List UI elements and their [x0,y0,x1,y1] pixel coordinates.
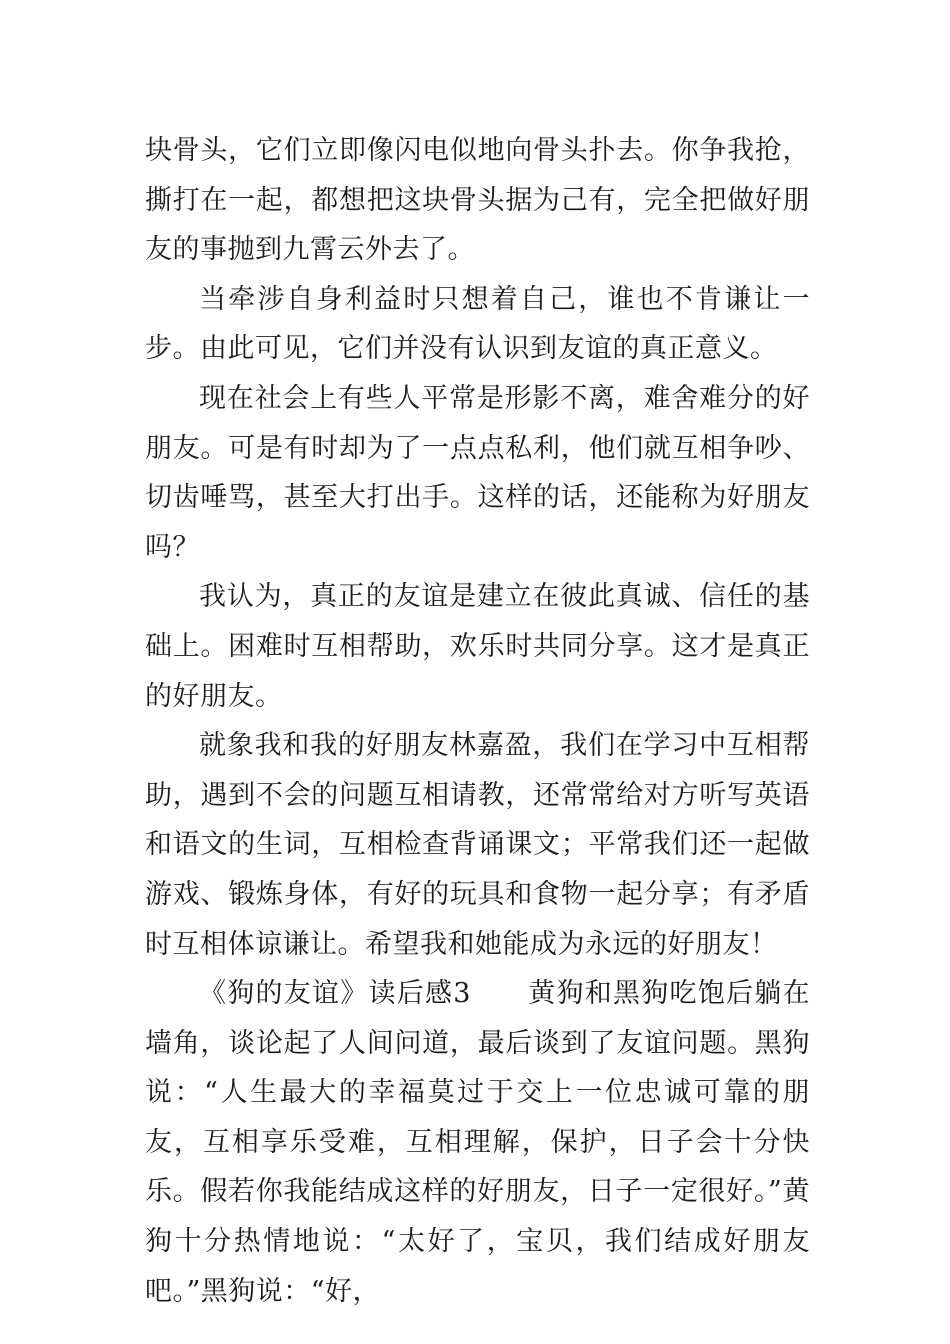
document-body [145,126,810,1316]
paragraph-4: 我认为，真正的友谊是建立在彼此真诚、信任的基础上。困难时互相帮助，欢乐时共同分享。这才是真正的好朋友。 [145,581,810,712]
paragraph-2: 当牵涉自身利益时只想着自己，谁也不肯谦让一步。由此可见，它们并没有认识到友谊的真正意义。 [145,283,810,365]
paragraph-3: 现在社会上有些人平常是形影不离，难舍难分的好朋友。可是有时却为了一点点私利，他们就互相争吵、切齿唾骂，甚至大打出手。这样的话，还能称为好朋友吗？ [145,382,810,563]
paragraph-6: 《狗的友谊》读后感3 黄狗和黑狗吃饱后躺在墙角，谈论起了人间问道，最后谈到了友谊问题。黑狗说：“人生最大的幸福莫过于交上一位忠诚可靠的朋友，互相享乐受难，互相理解，保护，日子会十分快乐。假若你我能结成这样的好朋友，日子一定很好。”黄狗十分热情地说：“太好了，宝贝，我们结成好朋友吧。”黑狗说：“好， [145,978,810,1307]
paragraph-5: 就象我和我的好朋友林嘉盈，我们在学习中互相帮助，遇到不会的问题互相请教，还常常给对方听写英语和语文的生词，互相检查背诵课文；平常我们还一起做游戏、锻炼身体，有好的玩具和食物一起分享；有矛盾时互相体谅谦让。希望我和她能成为永远的好朋友！ [145,730,810,960]
paragraph-1: 块骨头，它们立即像闪电似地向骨头扑去。你争我抢，撕打在一起，都想把这块骨头据为己有，完全把做好朋友的事抛到九霄云外去了。 [145,135,810,266]
